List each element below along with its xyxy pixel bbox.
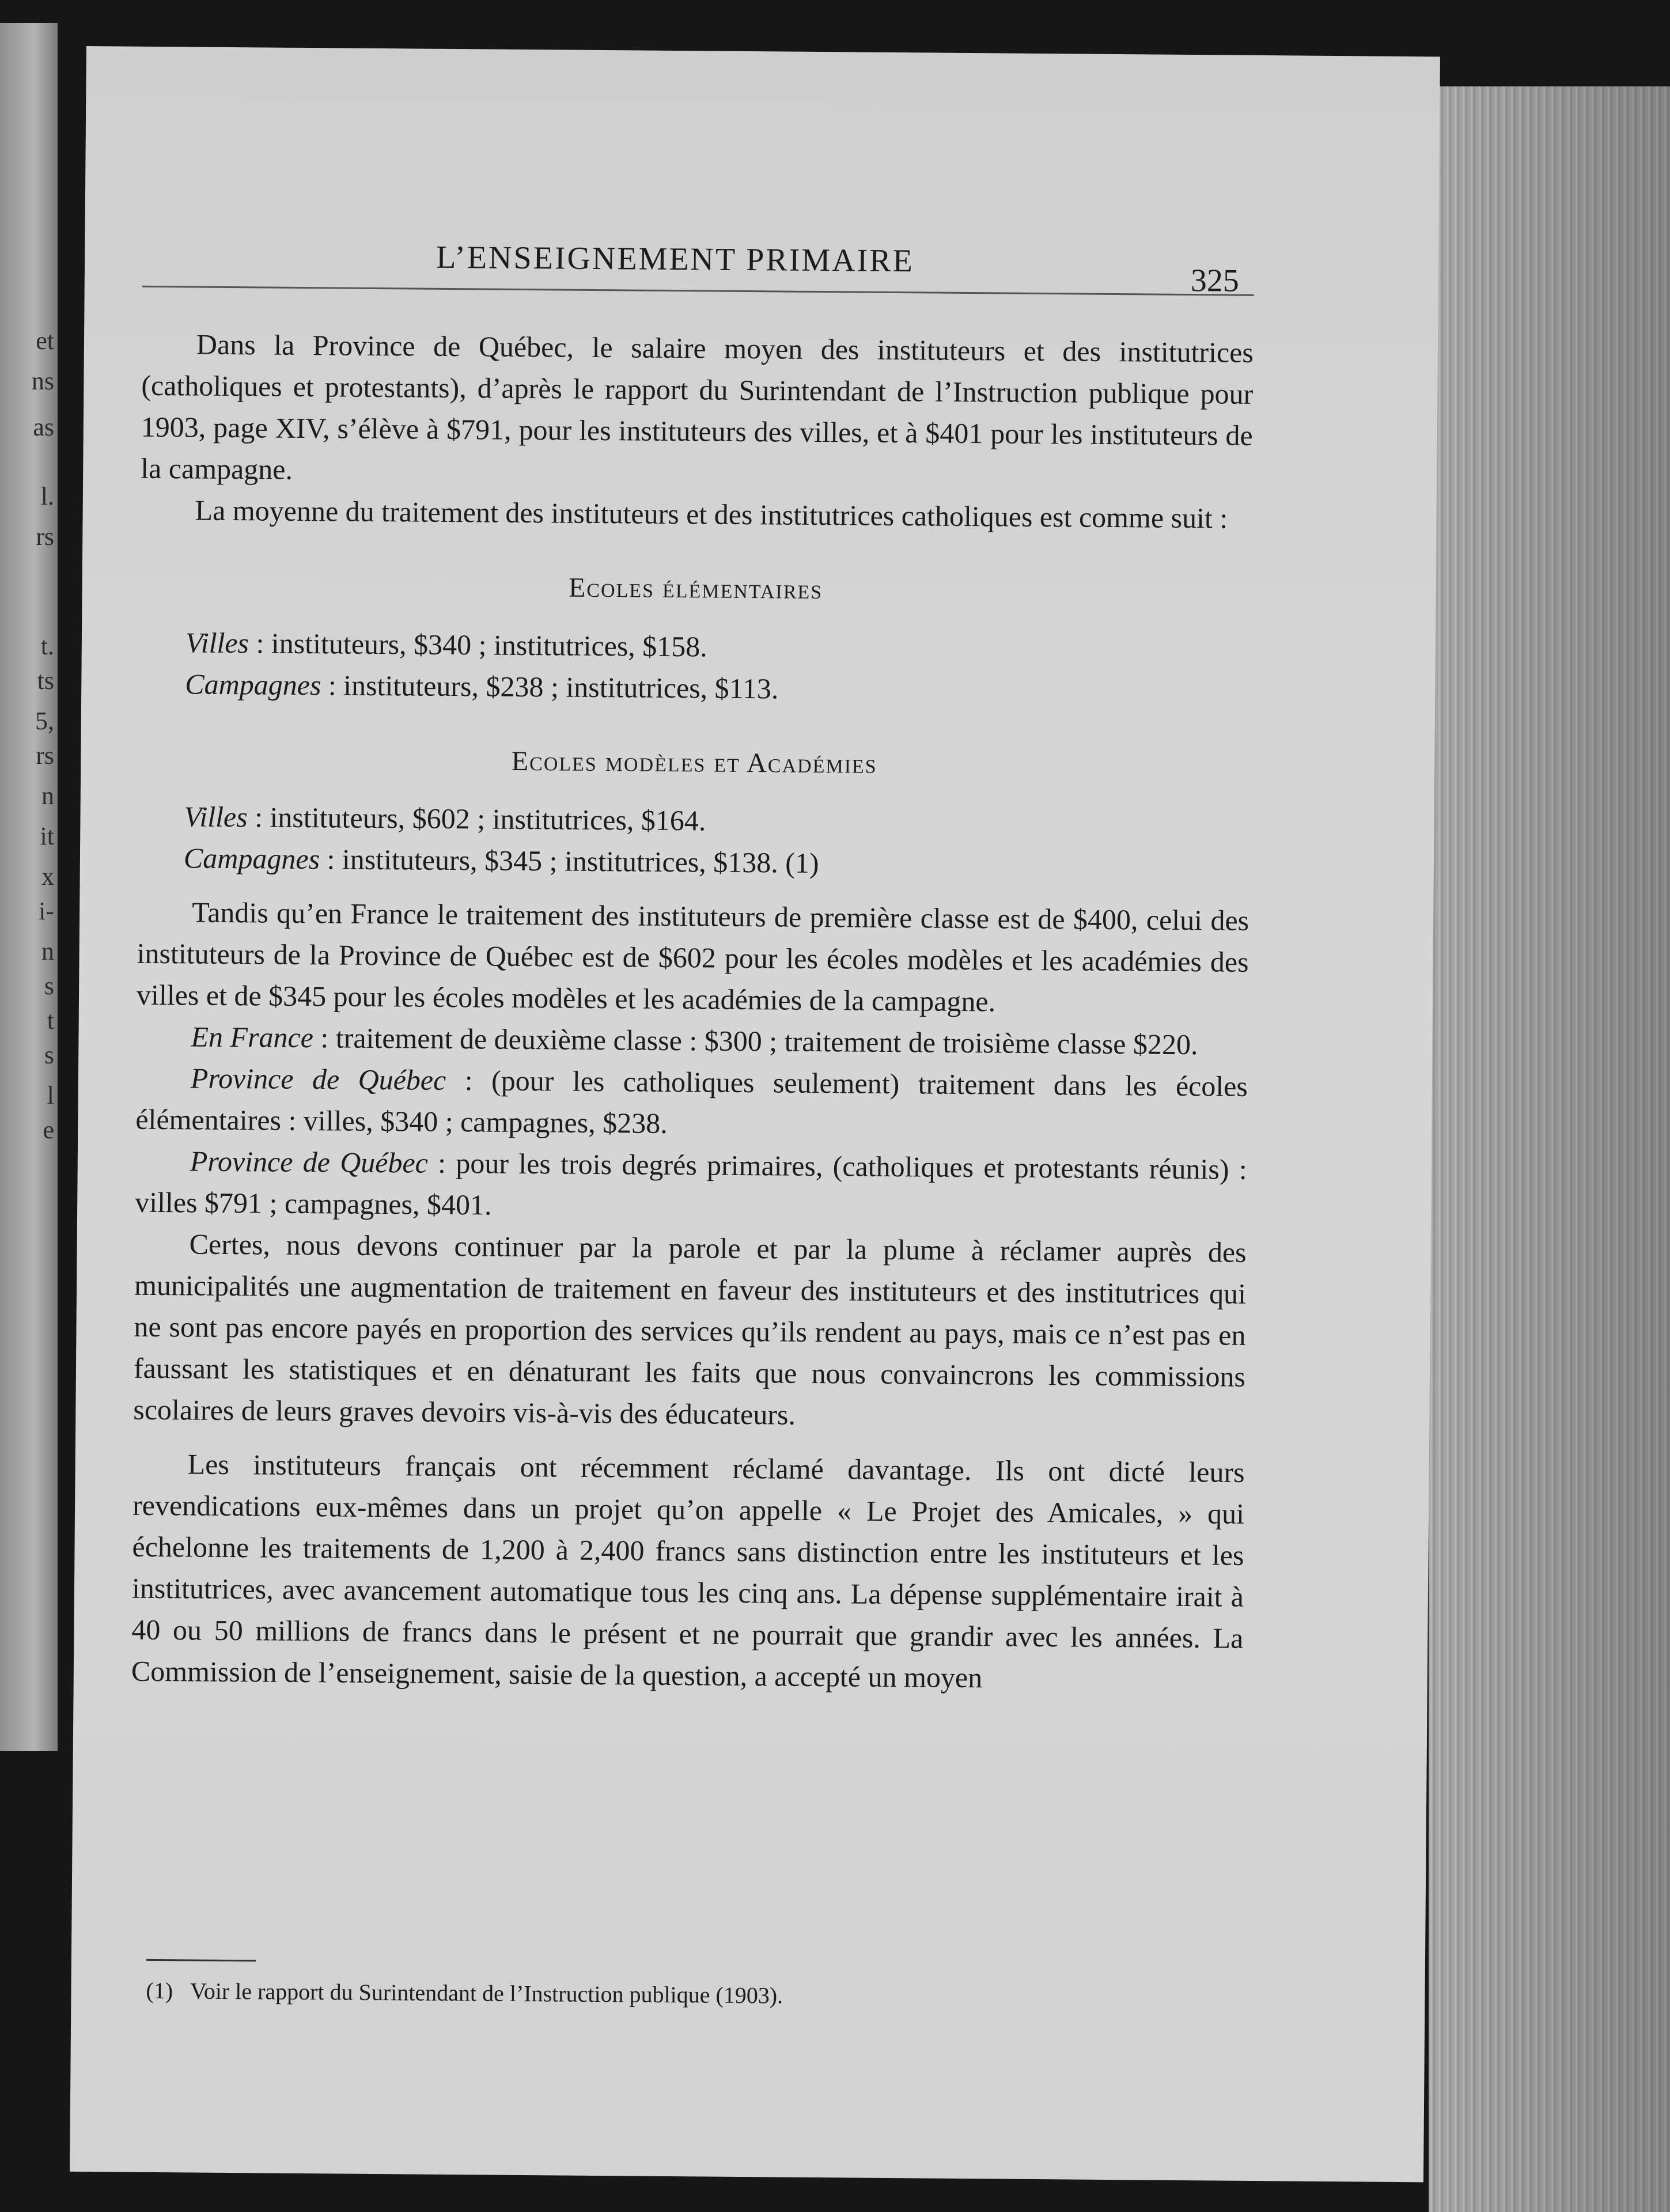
list-label: Villes bbox=[185, 626, 249, 660]
list-label: Campagnes bbox=[185, 668, 321, 702]
labeled-paragraph bbox=[135, 1057, 1248, 1149]
left-page-fragment: s bbox=[44, 1041, 54, 1069]
list-text: : instituteurs, $238 ; institutrices, $113. bbox=[321, 669, 779, 705]
paragraph: Les instituteurs français ont récemment réclamé davantage. Ils ont dicté leurs revendications eux-mêmes dans un projet qu’on appelle « Le Projet des Amicales, » qui échelonne les traitements de 1,200 à 2,400 francs sans distinction entre les instituteurs et les institutrices, avec avancement automatique tous les cinq ans. La dépense supplémentaire irait à 40 ou 50 millions de francs dans le présent et ne pourrait que grandir avec les années. La Commission de l’enseignement, saisie de la question, a accepté un moyen bbox=[131, 1448, 1245, 1694]
left-page-fragment: et bbox=[36, 327, 54, 355]
left-page-fragment: rs bbox=[36, 522, 54, 551]
footnote-rule bbox=[146, 1959, 256, 1961]
footnote-mark: (1) bbox=[146, 1977, 173, 2004]
left-page-fragment: e bbox=[43, 1116, 54, 1144]
list-text: : instituteurs, $345 ; institutrices, $138. (1) bbox=[319, 843, 819, 880]
paragraph-label: En France bbox=[191, 1020, 314, 1054]
list-label: Campagnes bbox=[183, 842, 320, 876]
page-stack-edge bbox=[1429, 86, 1670, 2212]
paragraph-label: Province de Québec bbox=[190, 1062, 446, 1096]
body-text bbox=[131, 323, 1254, 1700]
paragraph-text: : traitement de deuxième classe : $300 ; traitement de troisième classe $220. bbox=[313, 1021, 1198, 1061]
left-page-fragment: t. bbox=[40, 632, 54, 660]
left-page-fragment: rs bbox=[36, 741, 54, 770]
left-page-fragment: it bbox=[40, 822, 54, 850]
paragraph-text: : (pour les catholiques seulement) traitement dans les écoles élémentaires : villes, $340 ; campagnes, $238. bbox=[135, 1063, 1248, 1139]
left-page-fragment: ns bbox=[31, 367, 54, 395]
list-text: : instituteurs, $602 ; institutrices, $164. bbox=[247, 801, 706, 837]
list-text: : instituteurs, $340 ; institutrices, $158. bbox=[248, 627, 708, 663]
footnote-text: Voir le rapport du Surintendant de l’Instruction publique (1903). bbox=[190, 1978, 783, 2009]
section-heading-elementaires: Ecoles élémentaires bbox=[568, 572, 823, 605]
left-page-fragment: 5, bbox=[35, 707, 54, 735]
page-header bbox=[84, 236, 1248, 315]
labeled-paragraph bbox=[135, 1140, 1247, 1232]
book-page bbox=[70, 46, 1440, 2182]
left-page-fragment: s bbox=[44, 972, 54, 1000]
left-page-fragment: l. bbox=[40, 482, 54, 510]
paragraph-text: : pour les trois degrés primaires, (catholiques et protestants réunis) : villes $791 ; campagnes, $401. bbox=[135, 1146, 1247, 1221]
paragraph: Tandis qu’en France le traitement des instituteurs de première classe est de $400, celui des instituteurs de la Province de Québec est de $602 pour les écoles modèles et les académies des villes et de $345 pour les écoles modèles et les académies de la campagne. bbox=[136, 896, 1249, 1018]
paragraph: Certes, nous devons continuer par la parole et par la plume à réclamer auprès des municipalités une augmentation de traitement en faveur des instituteurs et des institutrices qui ne sont pas encore payés en proportion des services qu’ils rendent au pays, mais ce n’est pas en faussant les statistiques et en dénaturant les faits que nous convaincrons les commissions scolaires de leurs graves devoirs vis-à-vis des éducateurs. bbox=[133, 1228, 1247, 1431]
left-page-fragment: i- bbox=[39, 897, 54, 925]
left-page-fragment: x bbox=[41, 862, 54, 891]
left-page-fragment: n bbox=[41, 937, 54, 965]
paragraph: Dans la Province de Québec, le salaire moyen des instituteurs et des institutrices (catholiques et protestants), d’après le rapport du Surintendant de l’Instruction publique pour 1903, page XIV, s’élève à $791, pour les instituteurs des villes, et à $401 pour les instituteurs de la campagne. bbox=[141, 328, 1254, 486]
section-heading-modeles: Ecoles modèles et Académies bbox=[511, 745, 877, 779]
left-page-fragment: t bbox=[47, 1006, 54, 1035]
left-page-fragment: n bbox=[41, 782, 54, 810]
list-line bbox=[139, 663, 1251, 713]
running-title: L’ENSEIGNEMENT PRIMAIRE bbox=[436, 239, 915, 279]
page-number: 325 bbox=[1190, 263, 1240, 299]
list-line bbox=[138, 837, 1250, 887]
left-page-fragment: l bbox=[47, 1081, 54, 1109]
footnote bbox=[146, 1974, 1240, 2017]
paragraph-label: Province de Québec bbox=[190, 1145, 429, 1179]
previous-page-edge bbox=[0, 23, 58, 1751]
left-page-fragment: as bbox=[33, 413, 54, 441]
left-page-fragment: ts bbox=[37, 666, 54, 695]
paragraph: La moyenne du traitement des instituteurs et des institutrices catholiques est comme suit : bbox=[195, 494, 1228, 535]
list-label: Villes bbox=[184, 800, 248, 834]
